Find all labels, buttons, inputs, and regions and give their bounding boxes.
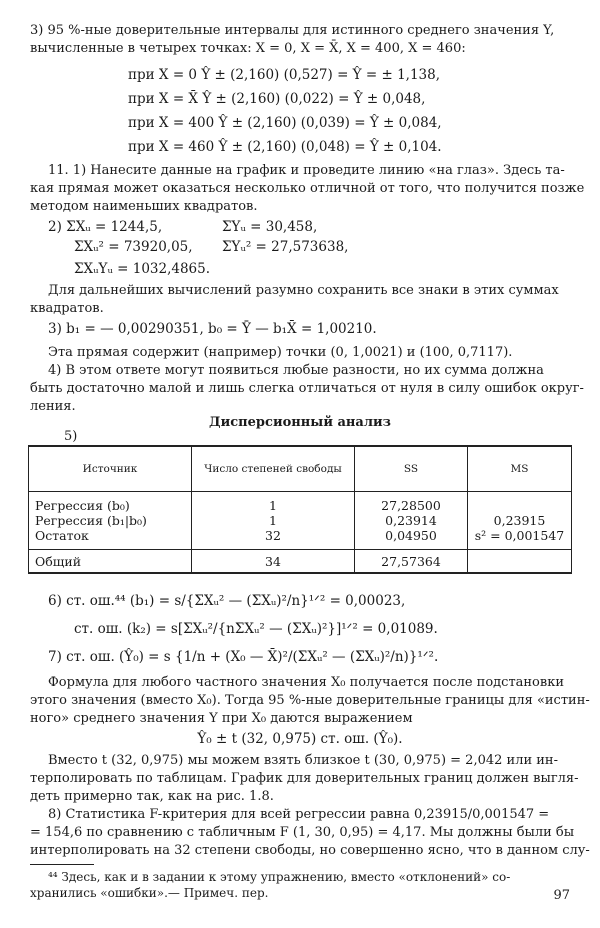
p4-line-3: ления. [30,399,76,414]
footnote-line-2: хранились «ошибки».— Примеч. пер. [30,886,269,900]
table-row [29,492,572,514]
formula-se-k2: ст. ош. (k₂) = s[ΣXᵤ²/{nΣXᵤ² — (ΣXᵤ)²}]¹ᐟ² = 0,01089. [74,621,438,637]
header-source: Источник [29,446,192,492]
table-row [29,528,572,550]
cell-ss: 27,28500 [355,492,468,514]
p8-line-2: = 154,6 по сравнению с табличным F (1, 30, 0,95) = 4,17. Мы должны были бы [30,825,575,840]
p3-header-line-2: вычисленные в четырех точках: X = 0, X = X̄, X = 400, X = 460: [30,41,466,56]
sum-y2: ΣYᵤ² = 27,573638, [222,239,349,255]
table-total-row [29,550,572,574]
footnote-rule [30,864,94,865]
ci-row-1: при X = 0 Ŷ ± (2,160) (0,527) = Ŷ = ± 1,138, [128,67,441,83]
sum-x: 2) ΣXᵤ = 1244,5, [48,219,163,235]
cell-df: 1 [192,492,355,514]
p4-line-1: 4) В этом ответе могут появиться любые разности, но их сумма должна [48,363,544,378]
ex11-line-3: методом наименьших квадратов. [30,199,258,214]
t-para-2: терполировать по таблицам. График для доверительных границ должен выгля- [30,771,579,786]
cell-ss: 0,04950 [355,528,468,550]
cell-ss: 27,57364 [355,550,468,574]
formula-para-3: ного» среднего значения Y при X₀ даются выражением [30,711,413,726]
cell-df: 32 [192,528,355,550]
ci-row-3: при X = 400 Ŷ ± (2,160) (0,039) = Ŷ ± 0,084, [128,115,442,131]
cell-source: Регрессия (b₁|b₀) [29,513,192,528]
sum-x2: ΣXᵤ² = 73920,05, [74,239,193,255]
page-number: 97 [553,888,570,903]
p8-line-1: 8) Статистика F-критерия для всей регрессии равна 0,23915/0,001547 = [48,807,550,822]
keep-line-1: Для дальнейших вычислений разумно сохранить все знаки в этих суммах [48,283,559,298]
keep-line-2: квадратов. [30,301,104,316]
header-ms: MS [468,446,572,492]
cell-ss: 0,23914 [355,513,468,528]
ex11-line-1: 11. 1) Нанесите данные на график и проведите линию «на глаз». Здесь та- [48,163,565,178]
cell-source: Общий [29,550,192,574]
cell-df: 1 [192,513,355,528]
formula-se-b1: 6) ст. ош.⁴⁴ (b₁) = s/{ΣXᵤ² — (ΣXᵤ)²/n}¹ᐟ² = 0,00023, [48,593,406,609]
formula-para-1: Формула для любого частного значения X₀ получается после подстановки [48,675,564,690]
points-line: Эта прямая содержит (например) точки (0, 1,0021) и (100, 0,7117). [48,345,513,360]
footnote-line-1: ⁴⁴ Здесь, как и в задании к этому упражнению, вместо «отклонений» со- [48,870,511,884]
t-para-1: Вместо t (32, 0,975) мы можем взять близкое t (30, 0,975) = 2,042 или ин- [48,753,558,768]
p3-header-line-1: 3) 95 %-ные доверительные интервалы для истинного среднего значения Y, [30,23,555,38]
p4-line-2: быть достаточно малой и лишь слегка отличаться от нуля в силу ошибок округ- [30,381,584,396]
sum-xy: ΣXᵤYᵤ = 1032,4865. [74,261,211,277]
table-label: 5) [64,429,78,444]
cell-ms [468,550,572,574]
header-ss: SS [355,446,468,492]
t-para-3: деть примерно так, как на рис. 1.8. [30,789,274,804]
coefficients-line: 3) b₁ = — 0,00290351, b₀ = Ȳ — b₁X̄ = 1,00210. [48,321,377,337]
header-df: Число степеней свободы [192,446,355,492]
p8-line-3: интерполировать на 32 степени свободы, но совершенно ясно, что в данном слу- [30,843,590,858]
ex11-line-2: кая прямая может оказаться несколько отличной от того, что получится позже [30,181,585,196]
formula-para-2: этого значения (вместо X₀). Тогда 95 %-ные доверительные границы для «истин- [30,693,590,708]
table-title: Дисперсионный анализ [209,415,391,430]
cell-ms [468,492,572,514]
formula-se-y0: 7) ст. ош. (Ŷ₀) = s {1/n + (X₀ — X̄)²/(ΣXᵤ² — (ΣXᵤ)²/n)}¹ᐟ². [48,649,439,665]
table-row [29,513,572,528]
cell-ms: 0,23915 [468,513,572,528]
cell-source: Остаток [29,528,192,550]
ci-expression: Ŷ₀ ± t (32, 0,975) ст. ош. (Ŷ₀). [197,731,403,747]
cell-source: Регрессия (b₀) [29,492,192,514]
sum-y: ΣYᵤ = 30,458, [222,219,318,235]
cell-ms: s² = 0,001547 [468,528,572,550]
ci-row-4: при X = 460 Ŷ ± (2,160) (0,048) = Ŷ ± 0,104. [128,139,442,155]
anova-table [28,445,572,574]
ci-row-2: при X = X̄ Ŷ ± (2,160) (0,022) = Ŷ ± 0,048, [128,91,426,107]
cell-df: 34 [192,550,355,574]
